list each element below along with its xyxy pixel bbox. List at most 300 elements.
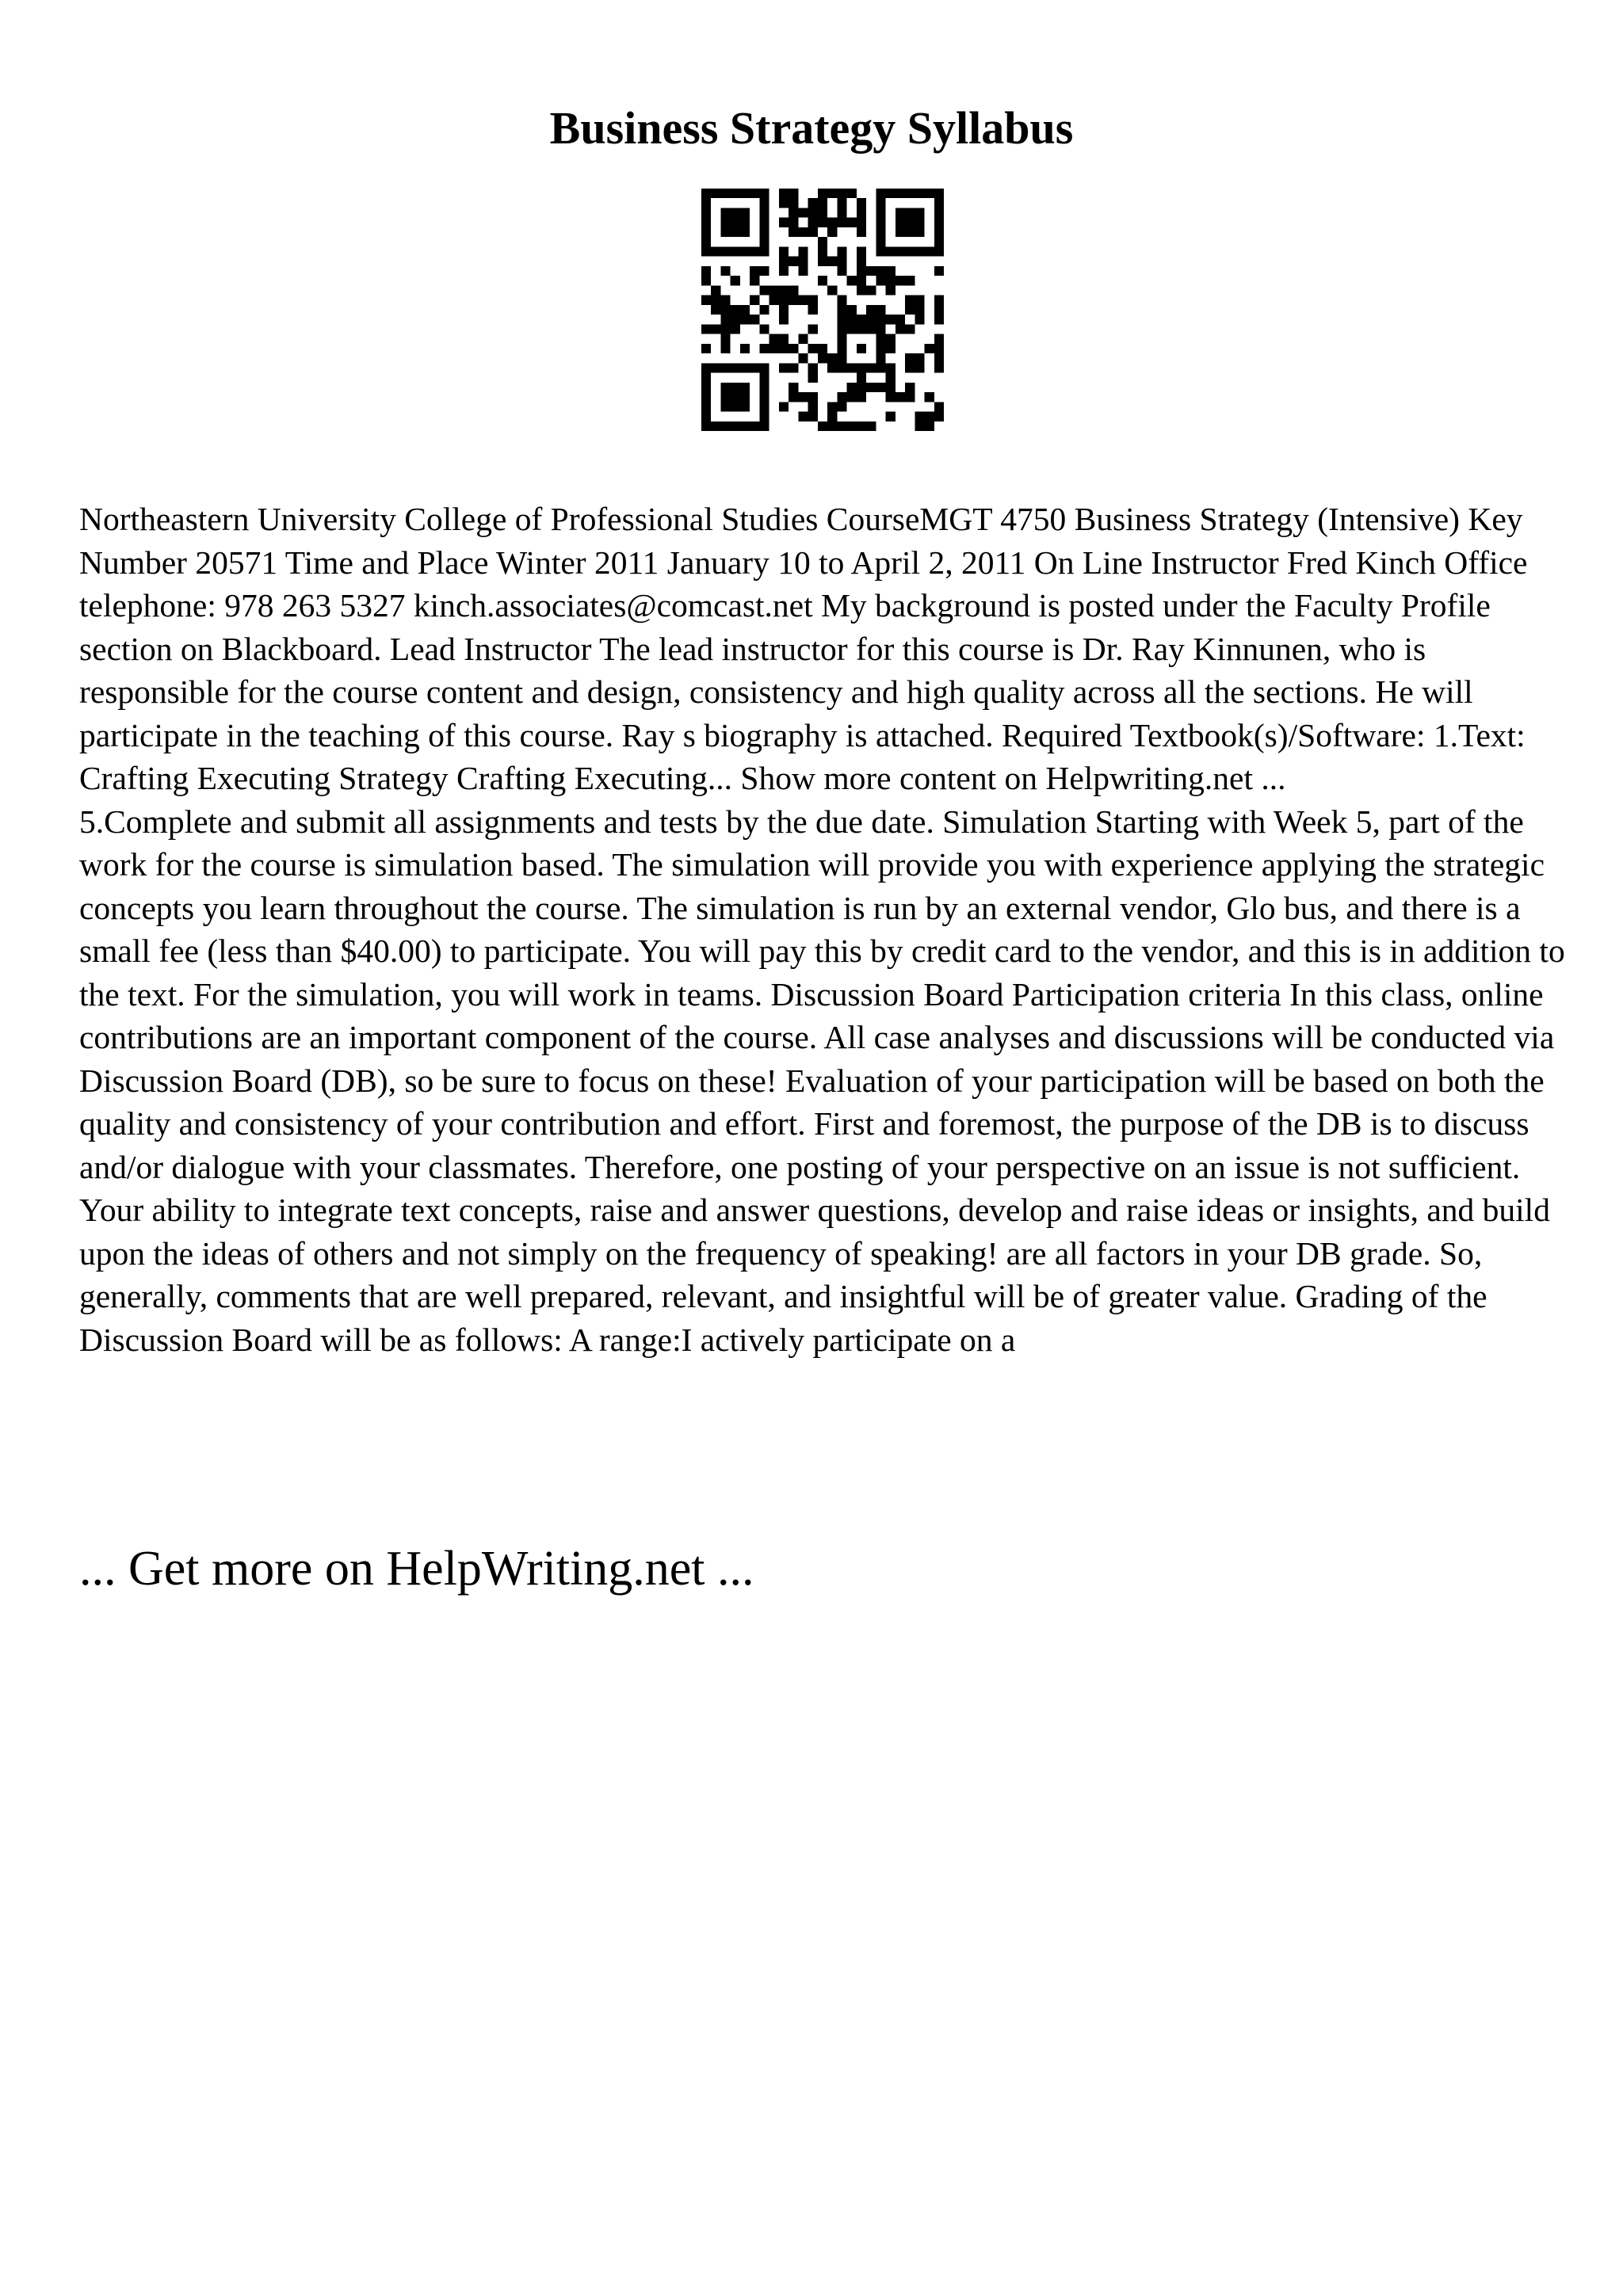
qr-module: [905, 276, 915, 285]
qr-module: [866, 421, 876, 431]
qr-module: [701, 218, 711, 227]
qr-module: [857, 324, 866, 334]
qr-module: [779, 246, 789, 256]
qr-module: [886, 344, 896, 353]
qr-module: [837, 305, 846, 315]
qr-module: [808, 392, 818, 402]
qr-module: [759, 266, 769, 276]
qr-module: [837, 266, 846, 276]
qr-module: [731, 246, 740, 256]
qr-module: [808, 363, 818, 372]
qr-module: [750, 266, 759, 276]
qr-module: [711, 363, 720, 372]
qr-module: [934, 353, 944, 363]
qr-module: [798, 227, 808, 237]
qr-module: [934, 218, 944, 227]
qr-module: [934, 246, 944, 256]
qr-module: [779, 334, 789, 344]
qr-module: [857, 383, 866, 392]
qr-module: [759, 198, 769, 208]
qr-module: [876, 353, 885, 363]
qr-module: [789, 208, 798, 217]
qr-module: [759, 392, 769, 402]
qr-module: [731, 383, 740, 392]
qr-module: [701, 383, 711, 392]
qr-module: [740, 402, 750, 411]
qr-module: [847, 276, 857, 285]
qr-module: [818, 421, 827, 431]
qr-module: [905, 246, 915, 256]
qr-module: [818, 198, 827, 208]
qr-module: [925, 421, 934, 431]
qr-module: [808, 198, 818, 208]
qr-module: [866, 266, 876, 276]
qr-module: [798, 392, 808, 402]
qr-module: [847, 218, 857, 227]
qr-module: [905, 392, 915, 402]
qr-module: [720, 208, 730, 217]
qr-module: [731, 189, 740, 198]
qr-module: [837, 296, 846, 305]
qr-module: [740, 227, 750, 237]
qr-module: [759, 344, 769, 353]
qr-module: [720, 334, 730, 344]
qr-module: [905, 296, 915, 305]
qr-module: [740, 315, 750, 324]
qr-module: [837, 198, 846, 208]
qr-module: [915, 218, 924, 227]
qr-module: [837, 315, 846, 324]
qr-module: [759, 237, 769, 246]
qr-module: [915, 353, 924, 363]
qr-module: [711, 285, 720, 295]
qr-module: [759, 373, 769, 383]
qr-module: [876, 218, 885, 227]
qr-module: [876, 246, 885, 256]
qr-module: [876, 208, 885, 217]
qr-module: [720, 421, 730, 431]
qr-module: [701, 344, 711, 353]
qr-module: [847, 324, 857, 334]
qr-module: [750, 296, 759, 305]
get-more-link[interactable]: ... Get more on HelpWriting.net ...: [79, 1542, 754, 1596]
qr-module: [915, 189, 924, 198]
qr-module: [857, 266, 866, 276]
paragraph-course-requirements: 5.Complete and submit all assignments and tests by the due date. Simulation Starting with Week 5, part of the work for the course is simulation based. The simulation will provide you with experience applying the strategic concepts you learn throughout the course. The simulation is run by an external vendor, Glo bus, and there is a small fee (less than $40.00) to participate. You will pay this by credit card to the vendor, and this is in addition to the text. For the simulation, you will work in teams. Discussion Board Participation criteria In this class, online contributions are an important component of the course. All case analyses and discussions will be conducted via Discussion Board (DB), so be sure to focus on these! Evaluation of your participation will be based on both the quality and consistency of your contribution and effort. First and foremost, the purpose of the DB is to discuss and/or dialogue with your classmates. Therefore, one posting of your perspective on an issue is not sufficient. Your ability to integrate text concepts, raise and answer questions, develop and raise ideas or insights, and build upon the ideas of others and not simply on the frequency of speaking! are all factors in your DB grade. So, generally, comments that are well prepared, relevant, and insightful will be of greater value. Grading of the Discussion Board will be as follows: A range:I actively participate on a: [79, 803, 1565, 1358]
qr-module: [934, 296, 944, 305]
qr-module: [779, 402, 789, 411]
qr-module: [934, 402, 944, 411]
qr-module: [934, 344, 944, 353]
qr-module: [759, 412, 769, 421]
qr-module: [847, 363, 857, 372]
qr-module: [876, 383, 885, 392]
qr-module: [827, 227, 837, 237]
qr-module: [779, 315, 789, 324]
qr-module: [779, 218, 789, 227]
qr-module: [818, 246, 827, 256]
qr-module: [808, 402, 818, 411]
qr-module: [866, 285, 876, 295]
qr-module: [915, 421, 924, 431]
qr-module: [837, 208, 846, 217]
qr-module: [769, 285, 779, 295]
qr-module: [905, 227, 915, 237]
qr-module: [808, 324, 818, 334]
qr-module: [827, 402, 837, 411]
qr-module: [905, 305, 915, 315]
qr-module: [779, 198, 789, 208]
qr-module: [720, 227, 730, 237]
qr-module: [701, 363, 711, 372]
body-text: [79, 498, 1569, 1361]
qr-module: [886, 383, 896, 392]
qr-module: [750, 246, 759, 256]
qr-module: [827, 421, 837, 431]
qr-module: [731, 227, 740, 237]
qr-module: [934, 208, 944, 217]
qr-module: [779, 305, 789, 315]
qr-module: [837, 402, 846, 411]
qr-module: [837, 353, 846, 363]
qr-module: [779, 257, 789, 266]
qr-module: [896, 315, 905, 324]
qr-module: [896, 227, 905, 237]
qr-module: [740, 218, 750, 227]
qr-module: [847, 392, 857, 402]
qr-module: [798, 266, 808, 276]
qr-module: [837, 334, 846, 344]
qr-module: [934, 227, 944, 237]
qr-module: [731, 276, 740, 285]
qr-module: [827, 363, 837, 372]
qr-module: [720, 363, 730, 372]
qr-module: [789, 383, 798, 392]
qr-module: [711, 246, 720, 256]
qr-module: [701, 246, 711, 256]
qr-module: [720, 305, 730, 315]
qr-module: [750, 189, 759, 198]
qr-module: [837, 257, 846, 266]
qr-module: [934, 198, 944, 208]
qr-module: [720, 246, 730, 256]
qr-module: [701, 402, 711, 411]
qr-module: [789, 198, 798, 208]
qr-module: [701, 412, 711, 421]
qr-module: [915, 305, 924, 315]
qr-module: [789, 363, 798, 372]
qr-module: [818, 208, 827, 217]
qr-module: [847, 189, 857, 198]
qr-module: [701, 266, 711, 276]
qr-module: [750, 315, 759, 324]
qr-module: [779, 285, 789, 295]
qr-module: [847, 383, 857, 392]
qr-module: [731, 421, 740, 431]
qr-module: [934, 315, 944, 324]
qr-module: [818, 344, 827, 353]
qr-module: [740, 421, 750, 431]
qr-module: [701, 227, 711, 237]
qr-module: [827, 189, 837, 198]
qr-module: [818, 257, 827, 266]
qr-module: [731, 315, 740, 324]
qr-module: [837, 189, 846, 198]
qr-module: [876, 189, 885, 198]
qr-module: [701, 198, 711, 208]
qr-module: [701, 276, 711, 285]
qr-module: [896, 218, 905, 227]
qr-module: [905, 353, 915, 363]
qr-module: [769, 344, 779, 353]
qr-module: [731, 324, 740, 334]
qr-module: [876, 334, 885, 344]
qr-module: [857, 257, 866, 266]
qr-module: [731, 305, 740, 315]
qr-module: [857, 344, 866, 353]
qr-module: [759, 421, 769, 431]
qr-module: [925, 344, 934, 353]
qr-code-icon: [701, 189, 944, 431]
qr-module: [808, 208, 818, 217]
qr-module: [837, 218, 846, 227]
qr-module: [711, 421, 720, 431]
qr-module: [876, 198, 885, 208]
qr-module: [915, 412, 924, 421]
qr-module: [827, 285, 837, 295]
qr-module: [905, 363, 915, 372]
qr-module: [808, 412, 818, 421]
qr-module: [759, 383, 769, 392]
qr-module: [886, 412, 896, 421]
qr-module: [798, 257, 808, 266]
qr-module: [934, 237, 944, 246]
qr-module: [740, 344, 750, 353]
qr-module: [808, 227, 818, 237]
qr-module: [934, 305, 944, 315]
qr-module: [847, 305, 857, 315]
qr-module: [720, 315, 730, 324]
qr-module: [740, 392, 750, 402]
qr-module: [740, 305, 750, 315]
qr-module: [934, 363, 944, 372]
qr-module: [857, 208, 866, 217]
qr-module: [896, 189, 905, 198]
qr-module: [789, 392, 798, 402]
qr-module: [847, 421, 857, 431]
qr-module: [731, 402, 740, 411]
qr-module: [720, 392, 730, 402]
qr-module: [847, 315, 857, 324]
qr-module: [934, 266, 944, 276]
qr-module: [789, 227, 798, 237]
qr-module: [701, 296, 711, 305]
qr-module: [731, 363, 740, 372]
qr-module: [769, 334, 779, 344]
qr-module: [866, 363, 876, 372]
qr-module: [925, 392, 934, 402]
qr-module: [779, 296, 789, 305]
qr-module: [876, 344, 885, 353]
qr-module: [798, 208, 808, 217]
qr-module: [915, 246, 924, 256]
qr-module: [720, 266, 730, 276]
qr-module: [759, 246, 769, 256]
qr-module: [798, 334, 808, 344]
qr-module: [789, 257, 798, 266]
qr-module: [827, 353, 837, 363]
qr-module: [740, 363, 750, 372]
qr-module: [808, 373, 818, 383]
qr-module: [896, 276, 905, 285]
qr-module: [818, 189, 827, 198]
qr-module: [779, 363, 789, 372]
qr-module: [905, 208, 915, 217]
qr-module: [886, 334, 896, 344]
qr-module: [759, 218, 769, 227]
qr-module: [759, 324, 769, 334]
qr-module: [720, 383, 730, 392]
qr-module: [886, 285, 896, 295]
qr-module: [789, 296, 798, 305]
qr-module: [759, 402, 769, 411]
qr-module: [857, 363, 866, 372]
qr-module: [915, 296, 924, 305]
qr-module: [740, 208, 750, 217]
qr-module: [886, 363, 896, 372]
qr-module: [925, 189, 934, 198]
qr-module: [896, 392, 905, 402]
qr-module: [808, 218, 818, 227]
qr-module: [876, 237, 885, 246]
qr-module: [720, 344, 730, 353]
qr-module: [759, 227, 769, 237]
qr-module: [789, 285, 798, 295]
qr-module: [857, 227, 866, 237]
qr-module: [731, 218, 740, 227]
qr-module: [750, 276, 759, 285]
qr-module: [740, 246, 750, 256]
qr-module: [837, 324, 846, 334]
qr-module: [759, 363, 769, 372]
qr-module: [886, 373, 896, 383]
qr-module: [701, 421, 711, 431]
qr-module: [711, 324, 720, 334]
qr-module: [857, 218, 866, 227]
qr-module: [905, 324, 915, 334]
qr-module: [827, 412, 837, 421]
qr-module: [915, 227, 924, 237]
qr-module: [779, 189, 789, 198]
qr-module: [915, 315, 924, 324]
qr-module: [886, 266, 896, 276]
qr-module: [837, 246, 846, 256]
qr-module: [857, 246, 866, 256]
qr-module: [886, 315, 896, 324]
qr-module: [711, 296, 720, 305]
qr-module: [837, 392, 846, 402]
qr-module: [866, 315, 876, 324]
paragraph-course-info: Northeastern University College of Professional Studies CourseMGT 4750 Business Strategy (Intensive) Key Number 20571 Time and Place Winter 2011 January 10 to April 2, 2011 On Line Instructor Fred Kinch Office telephone: 978 263 5327 kinch.associates@comcast.net My background is posted under the Faculty Profile section on Blackboard. Lead Instructor The lead instructor for this course is Dr. Ray Kinnunen, who is responsible for the course content and design, consistency and high quality across all the sections. He will participate in the teaching of this course. Ray s biography is attached. Required Textbook(s)/Software: 1.Text: Crafting Executing Strategy Crafting Executing... Show more content on Helpwriting.net ...: [79, 501, 1528, 796]
qr-module: [827, 218, 837, 227]
qr-module: [779, 344, 789, 353]
qr-module: [857, 276, 866, 285]
qr-module: [759, 208, 769, 217]
qr-module: [798, 412, 808, 421]
qr-module: [934, 189, 944, 198]
qr-module: [866, 305, 876, 315]
qr-module: [886, 189, 896, 198]
qr-module: [701, 392, 711, 402]
qr-module: [905, 189, 915, 198]
qr-module: [759, 189, 769, 198]
qr-module: [818, 353, 827, 363]
qr-module: [818, 276, 827, 285]
qr-module: [896, 208, 905, 217]
qr-module: [740, 189, 750, 198]
qr-module: [896, 246, 905, 256]
qr-module: [701, 189, 711, 198]
qr-module: [837, 421, 846, 431]
qr-module: [720, 218, 730, 227]
qr-module: [701, 324, 711, 334]
qr-module: [896, 324, 905, 334]
qr-module: [915, 208, 924, 217]
qr-module: [857, 315, 866, 324]
qr-module: [876, 305, 885, 315]
qr-module: [925, 412, 934, 421]
qr-module: [876, 363, 885, 372]
qr-module: [876, 227, 885, 237]
qr-module: [876, 315, 885, 324]
qr-module: [808, 296, 818, 305]
qr-module: [769, 296, 779, 305]
qr-module: [857, 373, 866, 383]
qr-module: [915, 363, 924, 372]
qr-module: [876, 324, 885, 334]
qr-module: [759, 285, 769, 295]
qr-module: [798, 246, 808, 256]
qr-module: [808, 305, 818, 315]
qr-module: [886, 276, 896, 285]
qr-module: [740, 383, 750, 392]
qr-module: [866, 324, 876, 334]
qr-module: [720, 189, 730, 198]
qr-module: [808, 344, 818, 353]
qr-module: [905, 218, 915, 227]
qr-module: [798, 296, 808, 305]
qr-module: [701, 373, 711, 383]
qr-module: [876, 266, 885, 276]
qr-module: [837, 363, 846, 372]
qr-module: [720, 296, 730, 305]
qr-module: [731, 208, 740, 217]
qr-module: [711, 189, 720, 198]
qr-module: [759, 305, 769, 315]
qr-module: [857, 198, 866, 208]
qr-module: [857, 392, 866, 402]
qr-module: [789, 344, 798, 353]
qr-module: [857, 285, 866, 295]
qr-module: [886, 246, 896, 256]
qr-module: [886, 392, 896, 402]
qr-module: [750, 363, 759, 372]
qr-module: [905, 383, 915, 392]
qr-module: [701, 208, 711, 217]
qr-module: [827, 257, 837, 266]
qr-module: [711, 305, 720, 315]
qr-module: [750, 421, 759, 431]
